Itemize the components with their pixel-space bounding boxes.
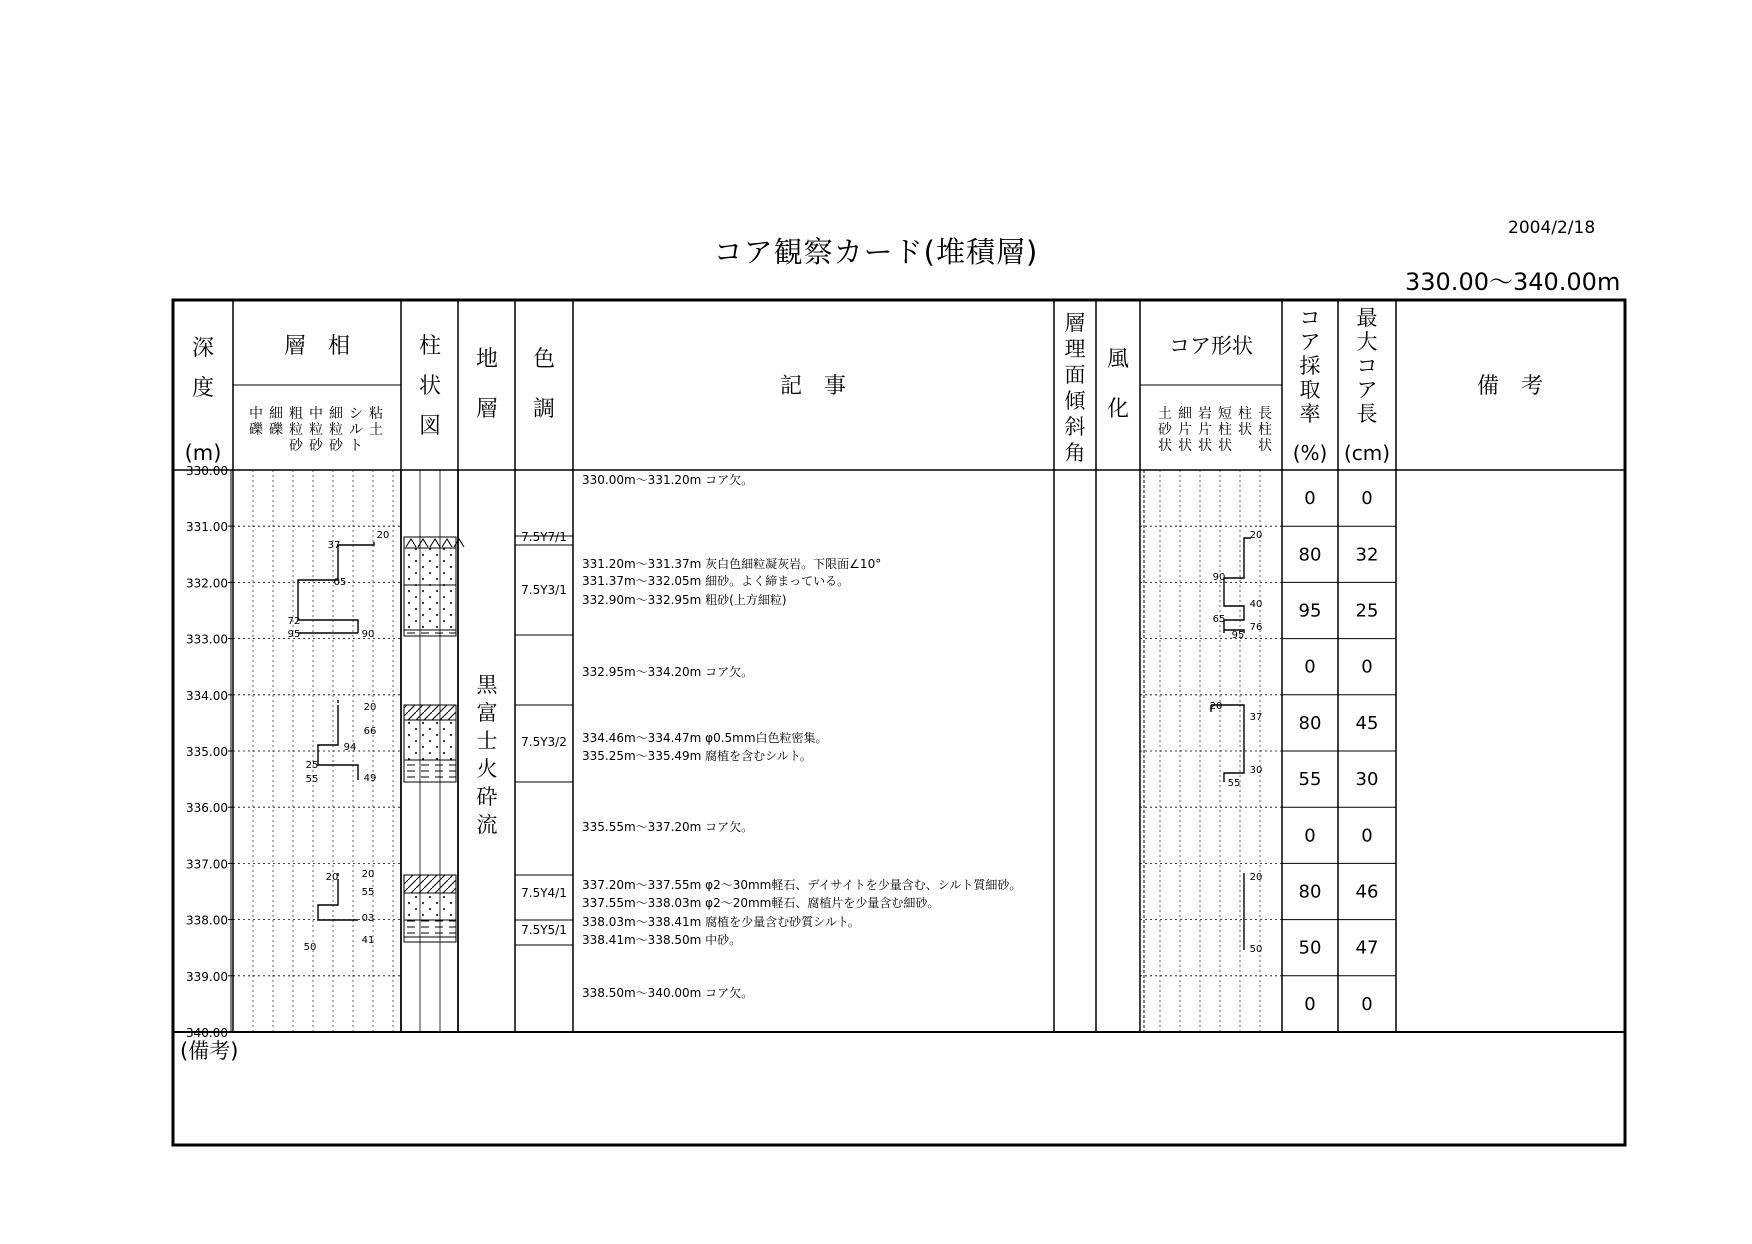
- page-title: コア観察カード(堆積層): [713, 235, 1039, 269]
- depth-tick-label: 339.00: [186, 969, 228, 984]
- column-sand: [404, 720, 456, 760]
- formation-name-char: 火: [476, 757, 498, 781]
- color-header: 調: [532, 397, 556, 422]
- core-shape-value-label: 40: [1249, 599, 1263, 610]
- dip-header: 斜: [1064, 415, 1086, 439]
- facies-subheader: 土: [369, 422, 383, 438]
- facies-value-label: 55: [305, 774, 319, 785]
- dip-header: 傾: [1064, 389, 1086, 413]
- max-core-header: 最: [1356, 306, 1378, 330]
- depth-tick-label: 333.00: [186, 632, 228, 647]
- footer-remarks-label: (備考): [180, 1039, 239, 1063]
- facies-value-label: 05: [333, 577, 347, 588]
- max-core-length-value: 0: [1361, 656, 1373, 678]
- column-pumice-sand: [404, 893, 456, 920]
- core-shape-subheader: 土: [1158, 406, 1172, 422]
- facies-value-label: 20: [361, 869, 375, 880]
- recovery-header: 率: [1299, 402, 1321, 426]
- recovery-unit: (%): [1292, 441, 1328, 465]
- depth-tick-label: 336.00: [186, 801, 228, 816]
- facies-value-label: 95: [287, 629, 301, 640]
- formation-name-char: 流: [476, 813, 498, 837]
- dip-header: 理: [1064, 337, 1086, 361]
- facies-subheader: 粒: [289, 422, 303, 438]
- facies-subheader: ト: [349, 438, 363, 454]
- max-core-header: 大: [1356, 330, 1378, 354]
- recovery-rate-value: 95: [1298, 600, 1322, 622]
- core-shape-trace: [1211, 705, 1244, 782]
- core-shape-subheader: 状: [1258, 438, 1272, 454]
- facies-subheader: 中: [249, 406, 263, 422]
- color-code-label: 7.5Y4/1: [521, 886, 567, 900]
- core-shape-subheader: 細: [1178, 406, 1192, 422]
- recovery-rate-value: 80: [1298, 544, 1322, 566]
- weathering-header: 風: [1106, 347, 1130, 372]
- core-shape-subheader: 柱: [1218, 422, 1232, 438]
- facies-header: 層 相: [283, 334, 351, 359]
- recovery-rate-value: 0: [1304, 993, 1316, 1015]
- depth-tick-label: 340.00: [186, 1026, 228, 1040]
- date-label: 2004/2/18: [1508, 218, 1596, 238]
- core-shape-value-label: 95: [1231, 630, 1245, 641]
- max-core-length-value: 0: [1361, 825, 1373, 847]
- max-core-length-value: 47: [1355, 937, 1379, 959]
- facies-subheader: 細: [269, 406, 283, 422]
- core-shape-header: コア形状: [1169, 334, 1253, 358]
- description-line: 338.50m～340.00m コア欠。: [582, 986, 754, 1000]
- depth-tick-label: 330.00: [186, 464, 228, 478]
- description-line: 338.41m～338.50m 中砂。: [582, 933, 742, 947]
- core-shape-trace: [1224, 538, 1251, 633]
- recovery-rate-value: 80: [1298, 881, 1322, 903]
- notes-header: 記 事: [779, 374, 847, 399]
- color-tone-column: [515, 530, 573, 945]
- facies-subheader: ル: [349, 422, 363, 438]
- weathering-header: 化: [1106, 397, 1130, 422]
- core-shape-subheader: 状: [1218, 438, 1232, 454]
- color-header: 色: [532, 347, 556, 372]
- max-core-length-value: 32: [1355, 544, 1379, 566]
- core-shape-subheader: 状: [1158, 438, 1172, 454]
- facies-value-label: 50: [303, 942, 317, 953]
- core-shape-subheader: 柱: [1238, 406, 1252, 422]
- facies-subheader: 中: [309, 406, 323, 422]
- facies-value-label: 94: [343, 742, 357, 753]
- description-line: 330.00m～331.20m コア欠。: [582, 473, 754, 487]
- depth-tick-label: 331.00: [186, 520, 228, 535]
- description-column: [582, 473, 1021, 1000]
- core-shape-value-label: 20: [1249, 530, 1263, 541]
- color-code-label: 7.5Y3/1: [521, 583, 567, 597]
- remarks-header: 備 考: [1476, 374, 1544, 399]
- facies-value-label: 20: [325, 872, 339, 883]
- formation-header: 層: [475, 397, 499, 422]
- depth-unit: (m): [184, 441, 222, 465]
- column-medium-sand: [404, 937, 456, 942]
- facies-subheader: シ: [349, 406, 363, 422]
- facies-value-label: 37: [327, 540, 341, 551]
- max-core-header: 長: [1356, 402, 1378, 426]
- description-line: 335.25m～335.49m 腐植を含むシルト。: [582, 749, 812, 763]
- column-fine-sand: [404, 585, 456, 630]
- depth-header: 深: [191, 336, 215, 361]
- max-core-header: コ: [1356, 354, 1378, 378]
- max-core-length-value: 45: [1355, 712, 1379, 734]
- table-frame: [173, 300, 1625, 1145]
- core-shape-value-label: 20: [1209, 701, 1223, 712]
- recovery-rate-value: 0: [1304, 656, 1316, 678]
- column-fine-sand: [404, 548, 456, 585]
- core-shape-subheader: 片: [1198, 422, 1212, 438]
- recovery-header: ア: [1299, 330, 1321, 354]
- column-sandy-silt: [404, 920, 456, 937]
- facies-value-label: 20: [363, 702, 377, 713]
- depth-tick-label: 337.00: [186, 857, 228, 872]
- recovery-rate-value: 0: [1304, 488, 1316, 510]
- facies-value-label: 25: [305, 760, 319, 771]
- facies-subheader: 砂: [289, 438, 303, 454]
- facies-value-label: 72: [287, 616, 301, 627]
- formation-name-char: 富: [476, 701, 498, 725]
- facies-subheader: 粒: [309, 422, 323, 438]
- depth-tick-label: 334.00: [186, 688, 228, 703]
- description-line: 338.03m～338.41m 腐植を少量含む砂質シルト。: [582, 915, 860, 929]
- core-shape-subheader: 砂: [1158, 422, 1172, 438]
- core-shape-value-label: 20: [1249, 872, 1263, 883]
- description-line: 337.55m～338.03m φ2～20mm軽石、腐植片を少量含む細砂。: [582, 896, 940, 910]
- facies-subheader: 細: [329, 406, 343, 422]
- color-code-label: 7.5Y3/2: [521, 735, 567, 749]
- core-shape-subheader: 状: [1238, 422, 1252, 438]
- depth-range-label: 330.00～340.00m: [1405, 268, 1621, 296]
- facies-subheader: 粒: [329, 422, 343, 438]
- facies-value-label: 55: [361, 887, 375, 898]
- core-shape-value-label: 37: [1249, 712, 1263, 723]
- core-shape-value-label: 55: [1227, 778, 1241, 789]
- depth-tick-label: 338.00: [186, 913, 228, 928]
- description-line: 335.55m～337.20m コア欠。: [582, 820, 754, 834]
- core-shape-subheader: 岩: [1198, 406, 1212, 422]
- facies-graph: [288, 530, 390, 953]
- dip-header: 面: [1064, 363, 1086, 387]
- column-chart-header: 状: [418, 374, 442, 399]
- formation-name-char: 士: [476, 729, 498, 753]
- color-code-label: 7.5Y7/1: [521, 530, 567, 544]
- max-core-unit: (cm): [1343, 441, 1391, 465]
- columnar-section: [401, 470, 464, 1032]
- core-shape-subheader: 短: [1218, 406, 1232, 422]
- facies-value-label: 90: [361, 629, 375, 640]
- column-coarse-sand: [404, 630, 456, 636]
- facies-value-label: 20: [376, 530, 390, 541]
- outer-border: [173, 300, 1625, 1145]
- facies-value-label: 41: [361, 935, 375, 946]
- max-core-length-value: 46: [1355, 881, 1379, 903]
- depth-tick-label: 335.00: [186, 745, 228, 759]
- core-shape-value-label: 50: [1249, 944, 1263, 955]
- facies-trace: [318, 880, 358, 920]
- description-line: 331.20m～331.37m 灰白色細粒凝灰岩。下限面∠10°: [582, 557, 882, 571]
- recovery-header: コ: [1299, 306, 1321, 330]
- core-shape-subheader: 柱: [1258, 422, 1272, 438]
- core-shape-graph: [1210, 530, 1263, 955]
- recovery-rate-value: 80: [1298, 712, 1322, 734]
- description-line: 332.95m～334.20m コア欠。: [582, 665, 754, 679]
- facies-subheader: 粗: [289, 406, 303, 422]
- core-shape-value-label: 76: [1249, 622, 1263, 633]
- core-shape-value-label: 65: [1212, 614, 1226, 625]
- description-line: 332.90m～332.95m 粗砂(上方細粒): [582, 593, 787, 607]
- core-shape-subheader: 長: [1258, 406, 1272, 422]
- core-shape-value-label: 90: [1212, 572, 1226, 583]
- column-silt: [404, 760, 456, 782]
- facies-subheader: 砂: [329, 438, 343, 454]
- core-shape-subheader: 状: [1178, 438, 1192, 454]
- facies-value-label: 66: [363, 726, 377, 737]
- facies-subheader: 砂: [309, 438, 323, 454]
- max-core-length-value: 0: [1361, 488, 1373, 510]
- formation-header: 地: [475, 347, 499, 372]
- facies-value-label: 03: [361, 913, 375, 924]
- core-shape-value-label: 30: [1249, 765, 1263, 776]
- depth-tick-label: 332.00: [186, 576, 228, 591]
- color-code-label: 7.5Y5/1: [521, 923, 567, 937]
- depth-header: 度: [191, 376, 215, 401]
- description-line: 334.46m～334.47m φ0.5mm白色粒密集。: [582, 731, 828, 745]
- facies-value-label: 49: [363, 773, 377, 784]
- max-core-header: ア: [1356, 378, 1378, 402]
- column-pumice-layer: [404, 705, 456, 720]
- dip-header: 角: [1064, 441, 1086, 465]
- column-chart-header: 図: [418, 414, 442, 439]
- description-line: 331.37m～332.05m 細砂。よく締まっている。: [582, 574, 850, 588]
- formation-name-char: 砕: [476, 785, 498, 809]
- facies-subheader: 礫: [269, 422, 283, 438]
- core-shape-subheader: 片: [1178, 422, 1192, 438]
- recovery-rate-value: 50: [1298, 937, 1322, 959]
- max-core-length-value: 25: [1355, 600, 1379, 622]
- column-chart-header: 柱: [418, 334, 442, 359]
- facies-subheader: 礫: [249, 422, 263, 438]
- core-shape-subheader: 状: [1198, 438, 1212, 454]
- column-silty-sand: [404, 875, 456, 893]
- recovery-rate-value: 0: [1304, 825, 1316, 847]
- description-line: 337.20m～337.55m φ2～30mm軽石、デイサイトを少量含む、シルト質細砂。: [582, 878, 1022, 892]
- max-core-length-value: 30: [1355, 769, 1379, 791]
- formation-column: [477, 673, 499, 837]
- max-core-length-value: 0: [1361, 993, 1373, 1015]
- recovery-header: 取: [1299, 378, 1321, 402]
- dip-header: 層: [1064, 311, 1086, 335]
- recovery-rate-value: 55: [1298, 769, 1322, 791]
- facies-subheader: 粘: [369, 406, 383, 422]
- recovery-header: 採: [1299, 354, 1321, 378]
- formation-name-char: 黒: [476, 673, 498, 697]
